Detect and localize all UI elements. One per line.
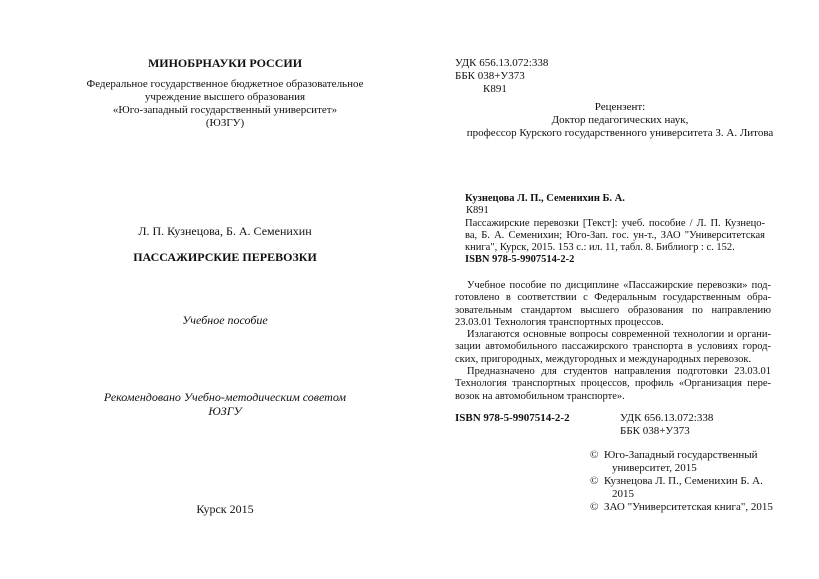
ministry-heading: МИНОБРНАУКИ РОССИИ	[147, 56, 303, 70]
biblio-isbn: ISBN 978-5-9907514-2-2	[465, 254, 575, 266]
institution-line: (ЮЗГУ)	[205, 117, 245, 129]
biblio-authors: Кузнецова Л. П., Семенихин Б. А.	[465, 193, 625, 204]
footer-classification	[620, 412, 713, 438]
annotation-paragraph	[455, 280, 771, 329]
recommendation-block	[70, 390, 380, 418]
annotation-block	[455, 280, 771, 403]
copyright-mark: ©	[590, 449, 599, 461]
classification-block	[455, 57, 548, 96]
institution-block	[60, 78, 390, 130]
author-sign: К891	[483, 83, 507, 95]
annotation-line: ских, пригородных, междугородных и международных перевозок.	[455, 353, 752, 365]
institution-line: Федеральное государственное бюджетное образовательное	[86, 78, 364, 90]
copyright-mark: ©	[590, 501, 599, 513]
book-subtitle: Учебное пособие	[182, 313, 268, 327]
annotation-line: Учебное пособие по дисциплине «Пассажирские перевозки» под-	[467, 280, 771, 291]
copyright-line: Кузнецова Л. П., Семенихин Б. А.	[604, 475, 763, 487]
annotation-line: Предназначено для студентов направления подготовки 23.03.01	[467, 366, 771, 378]
book-authors: Л. П. Кузнецова, Б. А. Семенихин	[138, 224, 312, 238]
biblio-description	[465, 218, 765, 255]
recommendation-line: ЮЗГУ	[208, 404, 242, 418]
bibliographic-record	[465, 193, 765, 267]
reviewer-name: профессор Курского государственного университета З. А. Литова	[466, 127, 774, 139]
city-year: Курск 2015	[196, 502, 254, 516]
copyright-mark: ©	[590, 475, 599, 487]
reviewer-degree: Доктор педагогических наук,	[551, 114, 689, 126]
annotation-line: зации автомобильного пассажирского транспорта в условиях город-	[455, 341, 771, 353]
recommendation-line: Рекомендовано Учебно-методическим советом	[103, 390, 347, 404]
copyright-entry	[590, 475, 773, 501]
annotation-line: возок на автомобильном транспорте».	[455, 390, 625, 402]
institution-line: «Юго-западный государственный университет»	[112, 104, 338, 116]
copyright-line: ЗАО "Университетская книга", 2015	[604, 501, 773, 513]
annotation-line: зовательным стандартом высшего образования по направлению	[455, 304, 771, 316]
copyright-entry	[590, 449, 773, 475]
annotation-paragraph	[455, 366, 771, 403]
copyright-block	[590, 449, 773, 514]
reviewer-block	[440, 101, 800, 140]
annotation-paragraph	[455, 329, 771, 366]
udk-code: УДК 656.13.072:338	[455, 57, 549, 69]
footer-bbk: ББК 038+У373	[620, 425, 690, 437]
annotation-line: готовлено в соответствии с Федеральным государственным обра-	[455, 292, 771, 304]
biblio-sign: К891	[466, 205, 489, 217]
bbk-code: ББК 038+У373	[455, 70, 525, 82]
copyright-entry	[590, 501, 773, 514]
footer-udk: УДК 656.13.072:338	[620, 412, 714, 424]
institution-line: учреждение высшего образования	[144, 91, 306, 103]
biblio-line: книга", Курск, 2015. 153 с.: ил. 11, табл. 8. Библиогр : с. 152.	[465, 242, 735, 254]
book-title: ПАССАЖИРСКИЕ ПЕРЕВОЗКИ	[133, 250, 317, 264]
annotation-line: 23.03.01 Технология транспортных процессов.	[455, 316, 664, 328]
copyright-line: Юго-Западный государственный	[604, 449, 758, 461]
reviewer-label: Рецензент:	[594, 101, 646, 113]
annotation-line: Технология транспортных процессов, профиль «Организация пере-	[455, 378, 771, 390]
biblio-line: ва, Б. А. Семенихин; Юго-Зап. гос. ун-т., ЗАО "Университетская	[465, 229, 765, 241]
copyright-line: 2015	[612, 488, 634, 500]
footer-isbn: ISBN 978-5-9907514-2-2	[455, 412, 570, 424]
biblio-line: Пассажирские перевозки [Текст]: учеб. пособие / Л. П. Кузнецо-	[465, 217, 765, 229]
copyright-line: университет, 2015	[612, 462, 697, 474]
annotation-line: Излагаются основные вопросы современной технологии и органи-	[467, 329, 771, 341]
